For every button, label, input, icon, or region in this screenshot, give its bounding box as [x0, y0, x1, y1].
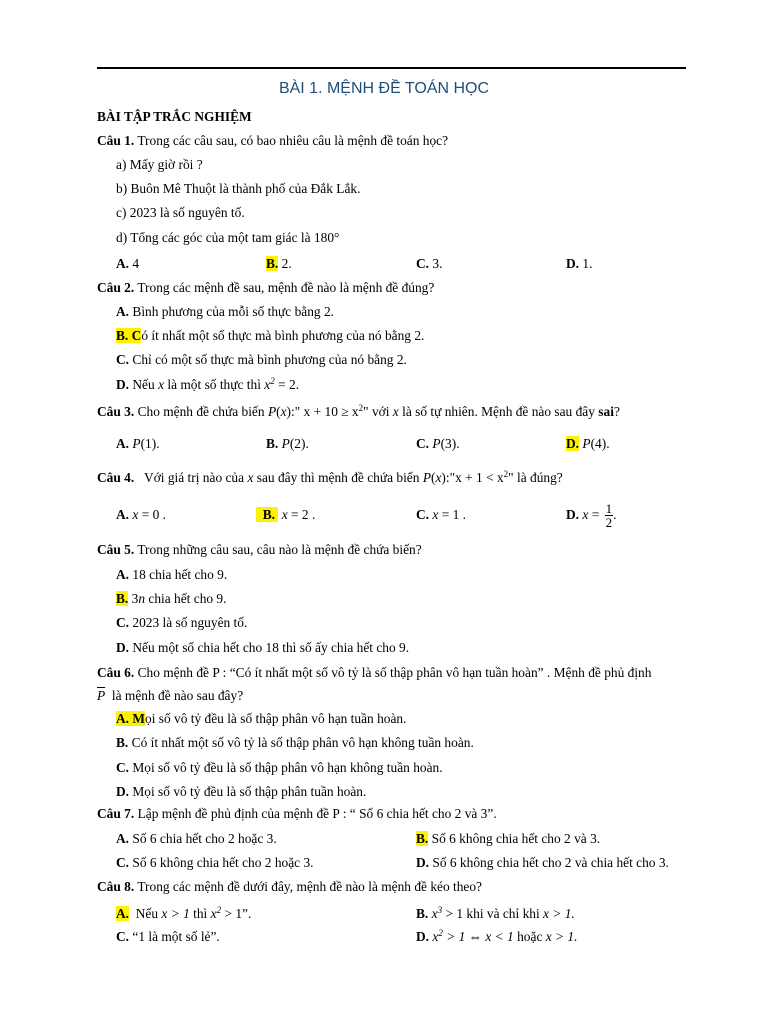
question-4: Câu 4. Với giá trị nào của x sau đây thì mệnh đề chứa biến P(x):"x + $1 < x^2$" là đúng? — [97, 469, 563, 485]
question-5 — [97, 542, 422, 558]
question-text: Cho mệnh đề chứa biến — [137, 404, 265, 419]
question-number: Câu 6. — [97, 665, 135, 680]
option-label: A. M — [116, 711, 146, 726]
question-text: Trong các mệnh đề sau, mệnh đề nào là mệnh đề đúng? — [137, 280, 435, 295]
q3-option-d[interactable]: D. P(4). — [566, 436, 610, 451]
question-7 — [97, 806, 497, 822]
option-text: ọi số vô tỷ đều là số thập phân vô hạn tuần hoàn. — [145, 711, 407, 726]
option-text: Nếu — [132, 377, 155, 392]
math-expr: > 1”. — [224, 906, 252, 921]
option-text: Số 6 không chia hết cho 2 và chia hết cho 3. — [432, 855, 669, 870]
question-text: Trong những câu sau, câu nào là mệnh đề chứa biến? — [137, 542, 422, 557]
math-expr: x > 1. — [545, 929, 578, 944]
option-label: D. — [566, 256, 580, 271]
q6-option-a[interactable] — [116, 711, 406, 727]
q1-item-c: c) 2023 là số nguyên tố. — [116, 205, 245, 220]
math-expr: > 1 ⇔ x < 1 — [446, 929, 514, 944]
option-text: (1). — [140, 436, 160, 451]
question-3: Câu 3. Cho mệnh đề chứa biến P(x):" $x + 10 \ge x^2$" với x là số tự nhiên. Mệnh đề nào sau đây sai? — [97, 403, 620, 419]
option-label: D. — [116, 640, 130, 655]
question-number: Câu 2. — [97, 280, 135, 295]
option-text: 2023 là số nguyên tố. — [132, 615, 248, 630]
option-text: 2. — [281, 256, 292, 271]
question-1 — [97, 133, 448, 149]
question-8 — [97, 879, 482, 895]
q3-option-c[interactable]: C. P(3). — [416, 436, 460, 451]
option-text: hoặc — [517, 929, 543, 944]
option-label: D. — [116, 784, 130, 799]
math-expr: $x^2$ — [264, 376, 275, 392]
q3-option-b[interactable]: B. P(2). — [266, 436, 309, 451]
question-text: Lập mệnh đề phủ định của mệnh đề P : “ Số 6 chia hết cho 2 và 3”. — [137, 806, 497, 821]
q2-option-c[interactable] — [116, 352, 407, 368]
math-expr: x > 1 — [161, 906, 190, 921]
option-text: (2). — [289, 436, 309, 451]
option-text: Bình phương của mỗi số thực bằng 2. — [132, 304, 334, 319]
math-var: x — [158, 377, 165, 392]
q3-option-a[interactable]: A. P(1). — [116, 436, 160, 451]
option-label: A. — [116, 436, 130, 451]
option-label: D. — [566, 507, 580, 522]
option-text: khi và chỉ khi — [466, 906, 540, 921]
option-text: thì — [193, 906, 208, 921]
option-label: A. — [116, 304, 130, 319]
option-text: chia hết cho 9. — [148, 591, 227, 606]
option-text: Có ít nhất một số vô tỷ là số thập phân vô hạn không tuần hoàn. — [131, 735, 474, 750]
question-text: Cho mệnh đề P : “Có ít nhất một số vô tỷ là số thập phân vô hạn tuần hoàn” . Mệnh đề phủ định — [137, 665, 652, 680]
question-number: Câu 3. — [97, 404, 135, 419]
question-number: Câu 7. — [97, 806, 135, 821]
option-text: Số 6 không chia hết cho 2 hoặc 3. — [132, 855, 314, 870]
q6-option-b[interactable] — [116, 735, 474, 751]
option-label: B. — [416, 906, 429, 921]
q7-option-b[interactable] — [416, 831, 600, 847]
question-text: " với — [363, 404, 390, 419]
q8-option-a[interactable]: A. Nếu x > 1 thì $x^2 > 1$”. — [116, 905, 252, 921]
top-rule — [97, 67, 686, 69]
option-label: C. — [116, 615, 130, 630]
question-number: Câu 4. — [97, 470, 135, 485]
option-text: Chỉ có một số thực mà bình phương của nó bằng 2. — [132, 352, 407, 367]
option-text: Nếu — [135, 906, 159, 921]
q1-option-b[interactable] — [266, 256, 292, 272]
question-6 — [97, 665, 651, 681]
q8-option-b[interactable]: B. $x^3 > 1$ khi và chỉ khi x > 1. — [416, 905, 575, 921]
question-2 — [97, 280, 434, 296]
question-number: Câu 8. — [97, 879, 135, 894]
question-text: sau đây thì mệnh đề chứa biến — [256, 470, 420, 485]
q7-option-c[interactable] — [116, 855, 314, 871]
page-title: BÀI 1. MỆNH ĐỀ TOÁN HỌC — [278, 80, 490, 97]
option-text: (4). — [590, 436, 610, 451]
question-text: Trong các mệnh đề dưới đây, mệnh đề nào là mệnh đề kéo theo? — [137, 879, 482, 894]
option-text: = 2 . — [291, 507, 316, 522]
option-text: Số 6 không chia hết cho 2 và 3. — [431, 831, 601, 846]
option-text: = — [591, 507, 603, 522]
option-text: Mọi số vô tỷ đều là số thập phân vô hạn không tuần hoàn. — [132, 760, 443, 775]
q2-option-d[interactable] — [116, 377, 299, 393]
option-label: D. — [116, 377, 130, 392]
option-label: B. — [256, 507, 278, 522]
question-text: là số tự nhiên. Mệnh đề nào sau đây — [402, 404, 595, 419]
q7-option-d[interactable] — [416, 855, 669, 871]
math-expr: x > 1. — [543, 906, 575, 921]
q2-option-a[interactable] — [116, 304, 334, 320]
q1-option-c[interactable] — [416, 256, 442, 272]
question-number: Câu 1. — [97, 133, 135, 148]
question-text: Với giá trị nào của — [144, 470, 245, 485]
option-label: B. — [116, 735, 129, 750]
math-expr: > 1 — [445, 906, 464, 921]
option-label: B. — [416, 831, 429, 846]
fraction: $\frac{1}{2}$ — [605, 501, 613, 531]
math-expr: :" x + 10 ≥ x — [291, 404, 359, 419]
q2-option-b[interactable] — [116, 328, 424, 344]
question-text: là mệnh đề nào sau đây? — [111, 688, 244, 703]
option-label: C. — [416, 436, 430, 451]
option-text: Mọi số vô tỷ đều là số thập phân tuần hoàn. — [132, 784, 367, 799]
q1-item-b: b) Buôn Mê Thuột là thành phố của Đắk Lắk. — [116, 181, 361, 196]
option-label: A. — [116, 831, 130, 846]
option-label: D. — [416, 929, 430, 944]
math-expr: = 2. — [278, 377, 300, 392]
q1-option-a[interactable] — [116, 256, 139, 272]
q4-option-c[interactable]: C. x = 1 . — [416, 507, 466, 522]
option-label: B. — [266, 436, 279, 451]
option-text: 1. — [582, 256, 593, 271]
option-text: “1 là một số lẻ”. — [132, 929, 220, 944]
question-text: " là đúng? — [508, 470, 563, 485]
option-label: A. — [116, 906, 130, 921]
emphasis: sai — [598, 404, 614, 419]
q1-option-d[interactable] — [566, 256, 592, 272]
option-text: 18 chia hết cho 9. — [132, 567, 228, 582]
option-label: B. — [266, 256, 279, 271]
option-text: = 0 . — [141, 507, 166, 522]
q5-option-a[interactable] — [116, 567, 227, 583]
option-label: C. — [116, 352, 130, 367]
option-label: C. — [416, 507, 430, 522]
math-expr: P — [267, 404, 277, 419]
q8-option-d[interactable]: D. $x^2 > 1$ ⇔ x < 1 hoặc x > 1. — [416, 928, 578, 944]
option-label: C. — [116, 855, 130, 870]
math-expr: :"x + 1 < x — [445, 470, 504, 485]
question-end: ? — [613, 404, 620, 419]
q5-option-c[interactable] — [116, 615, 247, 631]
option-text: = 1 . — [441, 507, 466, 522]
option-label: A. — [116, 567, 130, 582]
question-number: Câu 5. — [97, 542, 135, 557]
question-text: Trong các câu sau, có bao nhiêu câu là mệnh đề toán học? — [137, 133, 449, 148]
option-text: (3). — [440, 436, 460, 451]
option-label: C. — [116, 929, 130, 944]
q8-option-c[interactable] — [116, 929, 220, 945]
q1-item-d: d) Tổng các góc của một tam giác là 180° — [116, 230, 340, 245]
option-text: Nếu một số chia hết cho 18 thì số ấy chia hết cho 9. — [132, 640, 410, 655]
option-label: A. — [116, 507, 130, 522]
q6-option-d[interactable] — [116, 784, 366, 800]
q7-option-a[interactable] — [116, 831, 277, 847]
option-label: B. C — [116, 328, 142, 343]
q6-option-c[interactable] — [116, 760, 443, 776]
question-6-cont — [97, 688, 243, 704]
option-label: C. — [416, 256, 430, 271]
option-text: 3. — [432, 256, 443, 271]
option-label: C. — [116, 760, 130, 775]
q4-option-a[interactable]: A. x = 0 . — [116, 507, 166, 522]
option-text: 4 — [132, 256, 140, 271]
option-text: Số 6 chia hết cho 2 hoặc 3. — [132, 831, 277, 846]
q5-option-d[interactable] — [116, 640, 409, 656]
q5-option-b[interactable]: B. 3n chia hết cho 9. — [116, 591, 227, 606]
option-label: A. — [116, 256, 130, 271]
q1-item-a: a) Mấy giờ rồi ? — [116, 157, 203, 172]
option-label: D. — [416, 855, 430, 870]
option-label: B. — [116, 591, 129, 606]
math-var: $\overline{P}$ — [97, 688, 106, 703]
math-var: x — [392, 404, 399, 419]
option-label: D. — [566, 436, 580, 451]
q4-option-d[interactable]: D. x = $\frac{1}{2}$ . — [566, 501, 617, 531]
q4-option-b[interactable]: B. x = 2 . — [256, 507, 315, 523]
math-var: x — [247, 470, 254, 485]
option-text: ó ít nhất một số thực mà bình phương của nó bằng 2. — [141, 328, 425, 343]
section-heading: BÀI TẬP TRẮC NGHIỆM — [97, 109, 252, 124]
option-text: là một số thực thì — [167, 377, 261, 392]
